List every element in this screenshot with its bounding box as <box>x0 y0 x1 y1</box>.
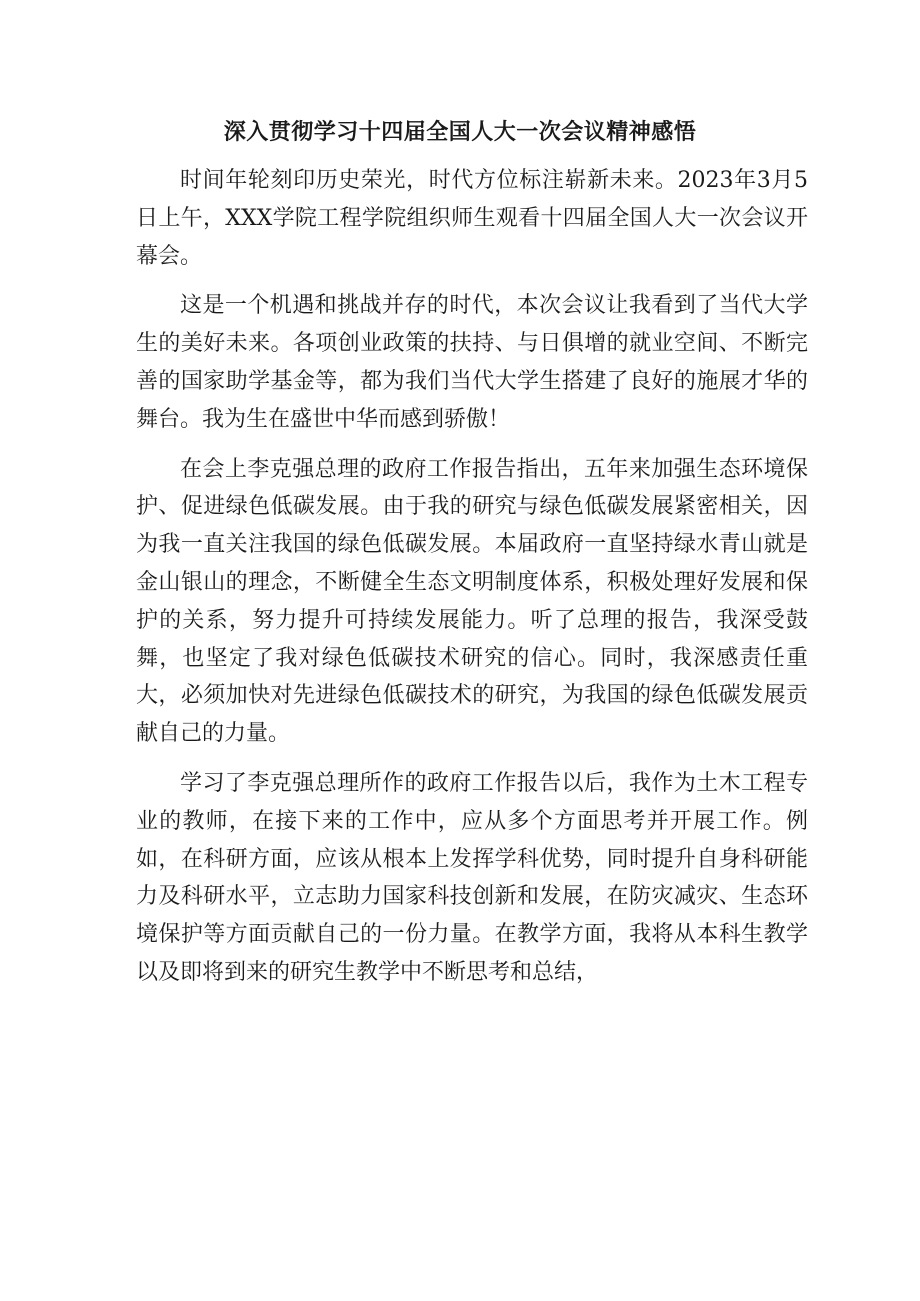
paragraph-3: 在会上李克强总理的政府工作报告指出，五年来加强生态环境保护、促进绿色低碳发展。由于我的研究与绿色低碳发展紧密相关，因为我一直关注我国的绿色低碳发展。本届政府一直坚持绿水青山就是金山银山的理念，不断健全生态文明制度体系，积极处理好发展和保护的关系，努力提升可持续发展能力。听了总理的报告，我深受鼓舞，也坚定了我对绿色低碳技术研究的信心。同时，我深感责任重大，必须加快对先进绿色低碳技术的研究，为我国的绿色低碳发展贡献自己的力量。 <box>136 456 808 747</box>
document-title: 深入贯彻学习十四届全国人大一次会议精神感悟 <box>223 119 697 145</box>
paragraph-1: 时间年轮刻印历史荣光，时代方位标注崭新未来。2023年3月5日上午，XXX学院工程学院组织师生观看十四届全国人大一次会议开幕会。 <box>136 168 808 269</box>
paragraph-2: 这是一个机遇和挑战并存的时代，本次会议让我看到了当代大学生的美好未来。各项创业政策的扶持、与日俱增的就业空间、不断完善的国家助学基金等，都为我们当代大学生搭建了良好的施展才华的舞台。我为生在盛世中华而感到骄傲！ <box>136 293 808 432</box>
document-body <box>136 162 808 1004</box>
paragraph-4: 学习了李克强总理所作的政府工作报告以后，我作为土木工程专业的教师，在接下来的工作中，应从多个方面思考并开展工作。例如，在科研方面，应该从根本上发挥学科优势，同时提升自身科研能力及科研水平，立志助力国家科技创新和发展，在防灾减灾、生态环境保护等方面贡献自己的一份力量。在教学方面，我将从本科生教学以及即将到来的研究生教学中不断思考和总结， <box>136 770 808 985</box>
